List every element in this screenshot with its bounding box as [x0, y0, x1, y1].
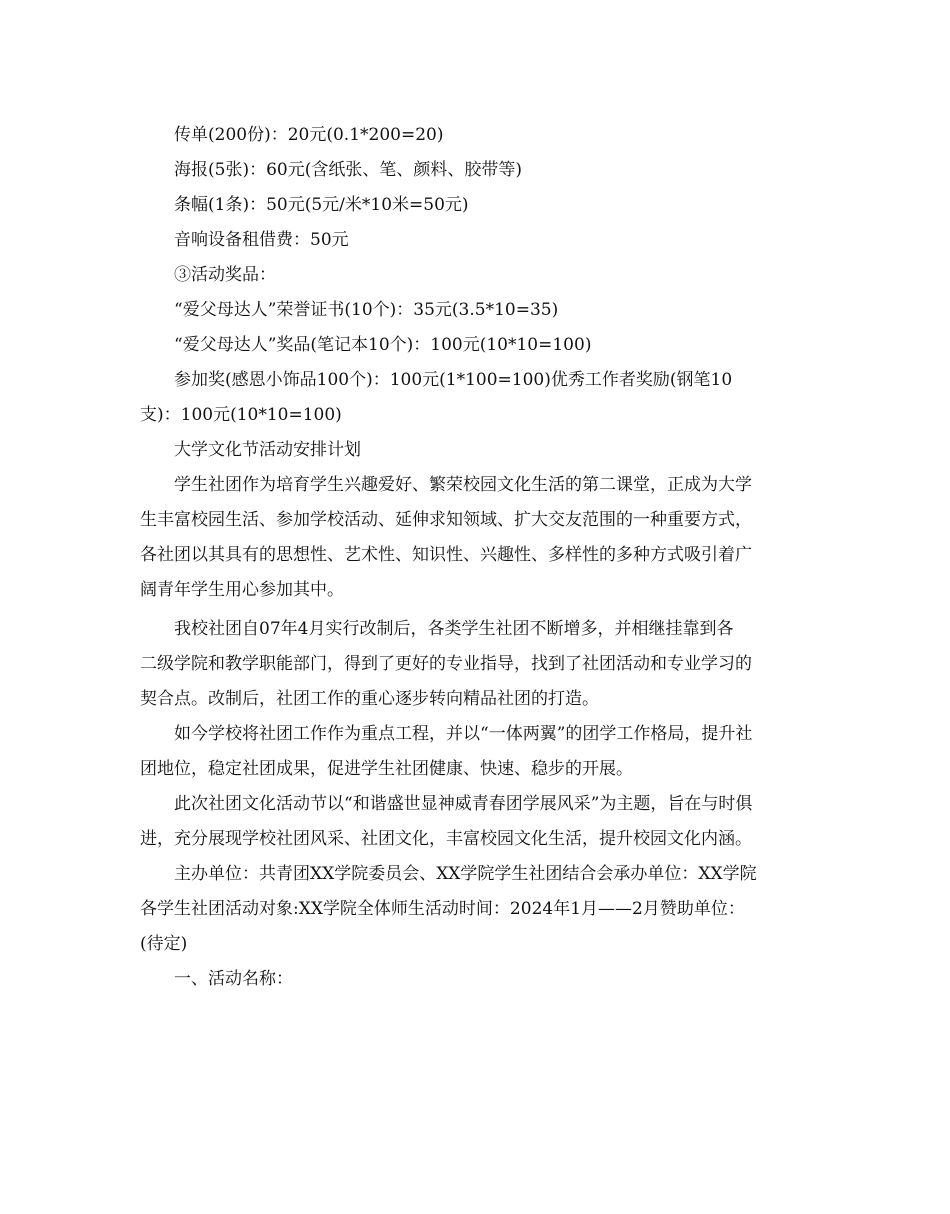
paragraph-1-line-3: 各社团以其具有的思想性、艺术性、知识性、兴趣性、多样性的多种方式吸引着广: [140, 545, 752, 565]
text-line-prizes-heading: ③活动奖品：: [174, 265, 276, 285]
text-line-notebooks: “爱父母达人”奖品(笔记本10个)：100元(10*10=100): [174, 335, 592, 355]
paragraph-1-line-4: 阔青年学生用心参加其中。: [140, 580, 344, 600]
text-line-audio-rental: 音响设备租借费：50元: [174, 230, 349, 250]
paragraph-4-line-1: 此次社团文化活动节以“和谐盛世显神威青春团学展风采”为主题，旨在与时俱: [174, 794, 753, 814]
paragraph-5-line-1: 主办单位：共青团XX学院委员会、XX学院学生社团结合会承办单位：XX学院: [174, 864, 757, 884]
text-line-banner: 条幅(1条)：50元(5元/米*10米=50元): [174, 195, 469, 215]
text-line-flyers: 传单(200份)：20元(0.1*200=20): [174, 125, 444, 145]
text-line-certificates: “爱父母达人”荣誉证书(10个)：35元(3.5*10=35): [174, 300, 559, 320]
section-title: 大学文化节活动安排计划: [174, 440, 361, 460]
paragraph-3-line-2: 团地位，稳定社团成果，促进学生社团健康、快速、稳步的开展。: [140, 759, 633, 779]
text-line-participation-prize: 参加奖(感恩小饰品100个)：100元(1*100=100)优秀工作者奖励(钢笔10: [174, 370, 733, 390]
text-line-posters: 海报(5张)：60元(含纸张、笔、颜料、胶带等): [174, 160, 522, 180]
paragraph-2-line-1: 我校社团自07年4月实行改制后，各类学生社团不断增多，并相继挂靠到各: [174, 619, 734, 639]
section-heading-activity-name: 一、活动名称：: [174, 969, 293, 989]
paragraph-3-line-1: 如今学校将社团工作作为重点工程，并以“一体两翼”的团学工作格局，提升社: [174, 724, 753, 744]
paragraph-5-line-2: 各学生社团活动对象:XX学院全体师生活动时间：2024年1月——2月赞助单位：: [140, 899, 745, 919]
text-line-participation-prize-cont: 支)：100元(10*10=100): [140, 405, 342, 425]
paragraph-1-line-1: 学生社团作为培育学生兴趣爱好、繁荣校园文化生活的第二课堂，正成为大学: [174, 475, 752, 495]
paragraph-2-line-2: 二级学院和教学职能部门，得到了更好的专业指导，找到了社团活动和专业学习的: [140, 654, 752, 674]
paragraph-2-line-3: 契合点。改制后，社团工作的重心逐步转向精品社团的打造。: [140, 689, 599, 709]
paragraph-5-line-3: (待定): [140, 934, 188, 954]
document-body: [140, 118, 812, 997]
paragraph-1-line-2: 生丰富校园生活、参加学校活动、延伸求知领域、扩大交友范围的一种重要方式，: [140, 510, 752, 530]
paragraph-4-line-2: 进，充分展现学校社团风采、社团文化，丰富校园文化生活，提升校园文化内涵。: [140, 829, 752, 849]
